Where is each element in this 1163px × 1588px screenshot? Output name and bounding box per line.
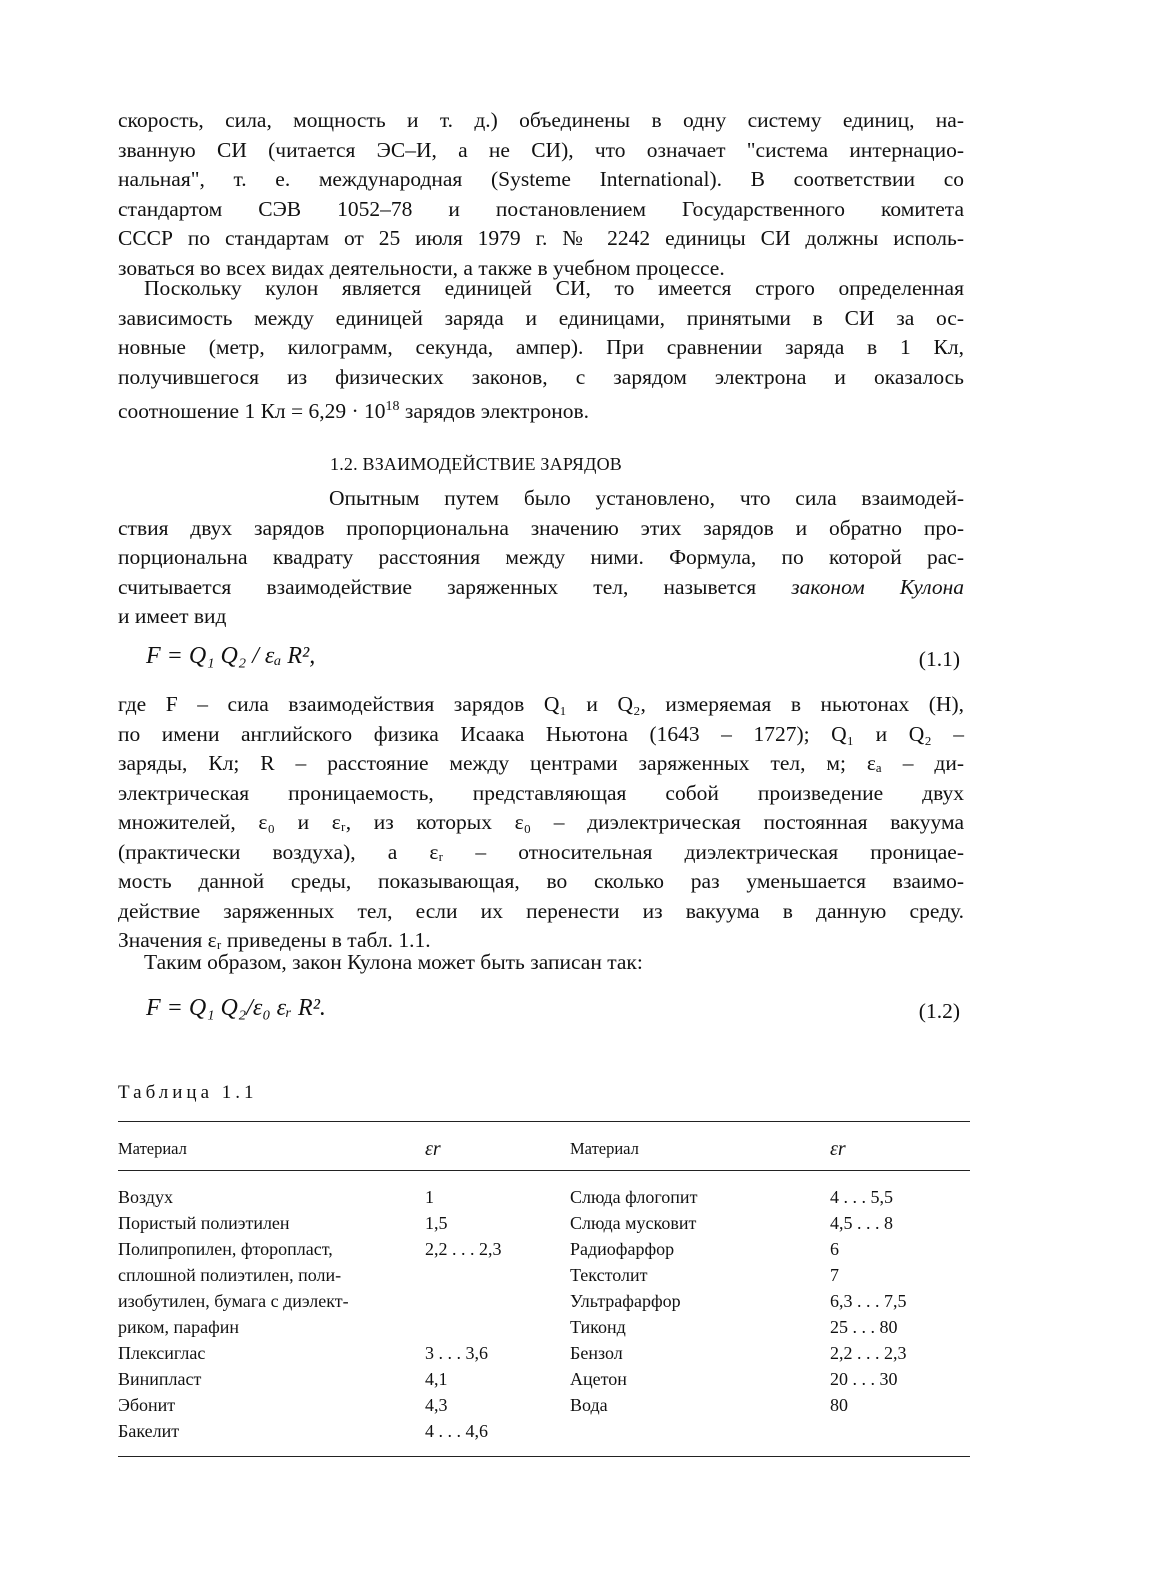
text-line: званную СИ (читается ЭС–И, а не СИ), что означает "система интернацио- bbox=[118, 137, 964, 162]
table-row: сплошной полиэтилен, поли- bbox=[118, 1265, 342, 1285]
table-row: изобутилен, бумага с диэлект- bbox=[118, 1291, 349, 1311]
table-cell: 4 . . . 5,5 bbox=[830, 1187, 893, 1207]
text-line: и имеет вид bbox=[118, 604, 227, 628]
text-line: множителей, ε₀ и εᵣ, из которых ε₀ – диэлектрическая постоянная вакуума bbox=[118, 810, 964, 834]
table-cell: 1,5 bbox=[425, 1213, 448, 1233]
table-left-materials bbox=[118, 1184, 349, 1444]
table-row: риком, парафин bbox=[118, 1317, 240, 1337]
text-line: зависимость между единицей заряда и единицами, принятыми в СИ за ос- bbox=[118, 305, 964, 330]
text-line bbox=[118, 573, 964, 603]
table-caption: Таблица 1.1 bbox=[118, 1082, 258, 1103]
table-row: Радиофарфор bbox=[570, 1239, 675, 1259]
table-header-material-right: Материал bbox=[570, 1139, 639, 1158]
text-line: порциональна квадрату расстояния между ними. Формула, по которой рас- bbox=[118, 545, 964, 569]
text-line bbox=[118, 392, 964, 427]
text-line: по имени английского физика Исаака Ньютона (1643 – 1727); Q₁ и Q₂ – bbox=[118, 721, 964, 746]
table-row: Эбонит bbox=[118, 1395, 176, 1415]
table-left-values bbox=[425, 1184, 502, 1444]
section-heading: 1.2. ВЗАИМОДЕЙСТВИЕ ЗАРЯДОВ bbox=[330, 454, 622, 474]
table-cell: 4,3 bbox=[425, 1395, 448, 1415]
text-line: ствия двух зарядов пропорциональна значению этих зарядов и обратно про- bbox=[118, 515, 964, 540]
table-cell: 80 bbox=[830, 1395, 848, 1415]
table-header-epsilon-left: εr bbox=[425, 1138, 441, 1160]
table-header-epsilon-right: εr bbox=[830, 1138, 846, 1160]
table-row: Винипласт bbox=[118, 1369, 202, 1389]
text-line: электрическая проницаемость, представляющая собой произведение двух bbox=[118, 780, 964, 805]
table-row: Слюда мусковит bbox=[570, 1213, 697, 1233]
table-cell: 3 . . . 3,6 bbox=[425, 1343, 488, 1363]
table-header-rule bbox=[118, 1170, 970, 1171]
table-right-values bbox=[830, 1184, 907, 1418]
table-cell bbox=[425, 1262, 502, 1288]
table-row: Слюда флогопит bbox=[570, 1187, 698, 1207]
text-line: (практически воздуха), а εᵣ – относительная диэлектрическая проницае- bbox=[118, 839, 964, 864]
text-line: СССР по стандартам от 25 июля 1979 г. № 2242 единицы СИ должны исполь- bbox=[118, 226, 964, 250]
text-line: получившегося из физических законов, с зарядом электрона и оказалось bbox=[118, 364, 964, 389]
table-cell bbox=[425, 1314, 502, 1340]
table-bottom-rule bbox=[118, 1456, 970, 1457]
table-cell: 20 . . . 30 bbox=[830, 1369, 898, 1389]
paragraph-si-system bbox=[118, 106, 964, 283]
law-name: законом Кулона bbox=[791, 574, 964, 599]
table-cell: 2,2 . . . 2,3 bbox=[425, 1239, 502, 1259]
table-row: Пористый полиэтилен bbox=[118, 1213, 290, 1233]
table-cell: 4 . . . 4,6 bbox=[425, 1421, 488, 1441]
paragraph-coulomb-law-intro bbox=[118, 484, 964, 632]
table-row: Ультрафарфор bbox=[570, 1291, 681, 1311]
table-cell: 7 bbox=[830, 1265, 839, 1285]
text-line: заряды, Кл; R – расстояние между центрами заряженных тел, м; εₐ – ди- bbox=[118, 751, 964, 775]
text-line: Опытным путем было установлено, что сила взаимодей- bbox=[329, 486, 964, 510]
text-line: Поскольку кулон является единицей СИ, то имеется строго определенная bbox=[144, 276, 964, 300]
table-row: Бакелит bbox=[118, 1421, 180, 1441]
line-text: считывается взаимодействие заряженных тел, назывется bbox=[118, 574, 792, 599]
table-cell bbox=[425, 1288, 502, 1314]
table-row: Бензол bbox=[570, 1343, 623, 1363]
table-row: Воздух bbox=[118, 1187, 173, 1207]
table-header-material-left: Материал bbox=[118, 1139, 187, 1158]
table-row: Тиконд bbox=[570, 1317, 626, 1337]
text-line: Значения εᵣ приведены в табл. 1.1. bbox=[118, 928, 431, 952]
ratio-suffix: зарядов электронов. bbox=[399, 399, 589, 424]
paragraph-coulomb-unit bbox=[118, 274, 964, 427]
table-row: Плексиглас bbox=[118, 1343, 206, 1363]
table-cell: 6,3 . . . 7,5 bbox=[830, 1291, 907, 1311]
formula-1-2: F = Q₁ Q₂/ε₀ εᵣ R². bbox=[146, 995, 326, 1021]
table-cell: 4,5 . . . 8 bbox=[830, 1213, 893, 1233]
table-top-rule bbox=[118, 1121, 970, 1122]
text-line: скорость, сила, мощность и т. д.) объединены в одну систему единиц, на- bbox=[118, 108, 964, 132]
ratio-exponent: 18 bbox=[385, 399, 400, 414]
text-line: стандартом СЭВ 1052–78 и постановлением Государственного комитета bbox=[118, 196, 964, 221]
table-row: Текстолит bbox=[570, 1265, 648, 1285]
text-line: Таким образом, закон Кулона может быть записан так: bbox=[144, 950, 643, 974]
text-line: мость данной среды, показывающая, во сколько раз уменьшается взаимо- bbox=[118, 869, 964, 893]
paragraph-law-rewrite bbox=[118, 948, 964, 978]
ratio-text: соотношение 1 Кл = 6,29 · 10 bbox=[118, 399, 386, 424]
table-row: Ацетон bbox=[570, 1369, 627, 1389]
table-row: Полипропилен, фторопласт, bbox=[118, 1239, 333, 1259]
text-line: новные (метр, килограмм, секунда, ампер). При сравнении заряда в 1 Кл, bbox=[118, 335, 964, 359]
text-line: нальная", т. е. международная (Systeme International). В соответствии со bbox=[118, 167, 964, 191]
table-cell: 1 bbox=[425, 1187, 434, 1207]
equation-number-1-2: (1.2) bbox=[918, 999, 960, 1023]
table-cell: 4,1 bbox=[425, 1369, 448, 1389]
paragraph-variable-definitions bbox=[118, 690, 964, 956]
table-cell: 2,2 . . . 2,3 bbox=[830, 1343, 907, 1363]
table-right-materials bbox=[570, 1184, 697, 1418]
text-line: действие заряженных тел, если их перенести из вакуума в данную среду. bbox=[118, 898, 964, 923]
table-row: Вода bbox=[570, 1395, 608, 1415]
text-line: зоваться во всех видах деятельности, а также в учебном процессе. bbox=[118, 255, 725, 280]
table-cell: 6 bbox=[830, 1239, 839, 1259]
text-line: где F – сила взаимодействия зарядов Q₁ и Q₂, измеряемая в ньютонах (Н), bbox=[118, 692, 964, 716]
table-cell: 25 . . . 80 bbox=[830, 1317, 898, 1337]
formula-1-1: F = Q₁ Q₂ / εₐ R², bbox=[146, 643, 316, 669]
equation-number-1-1: (1.1) bbox=[918, 647, 960, 671]
